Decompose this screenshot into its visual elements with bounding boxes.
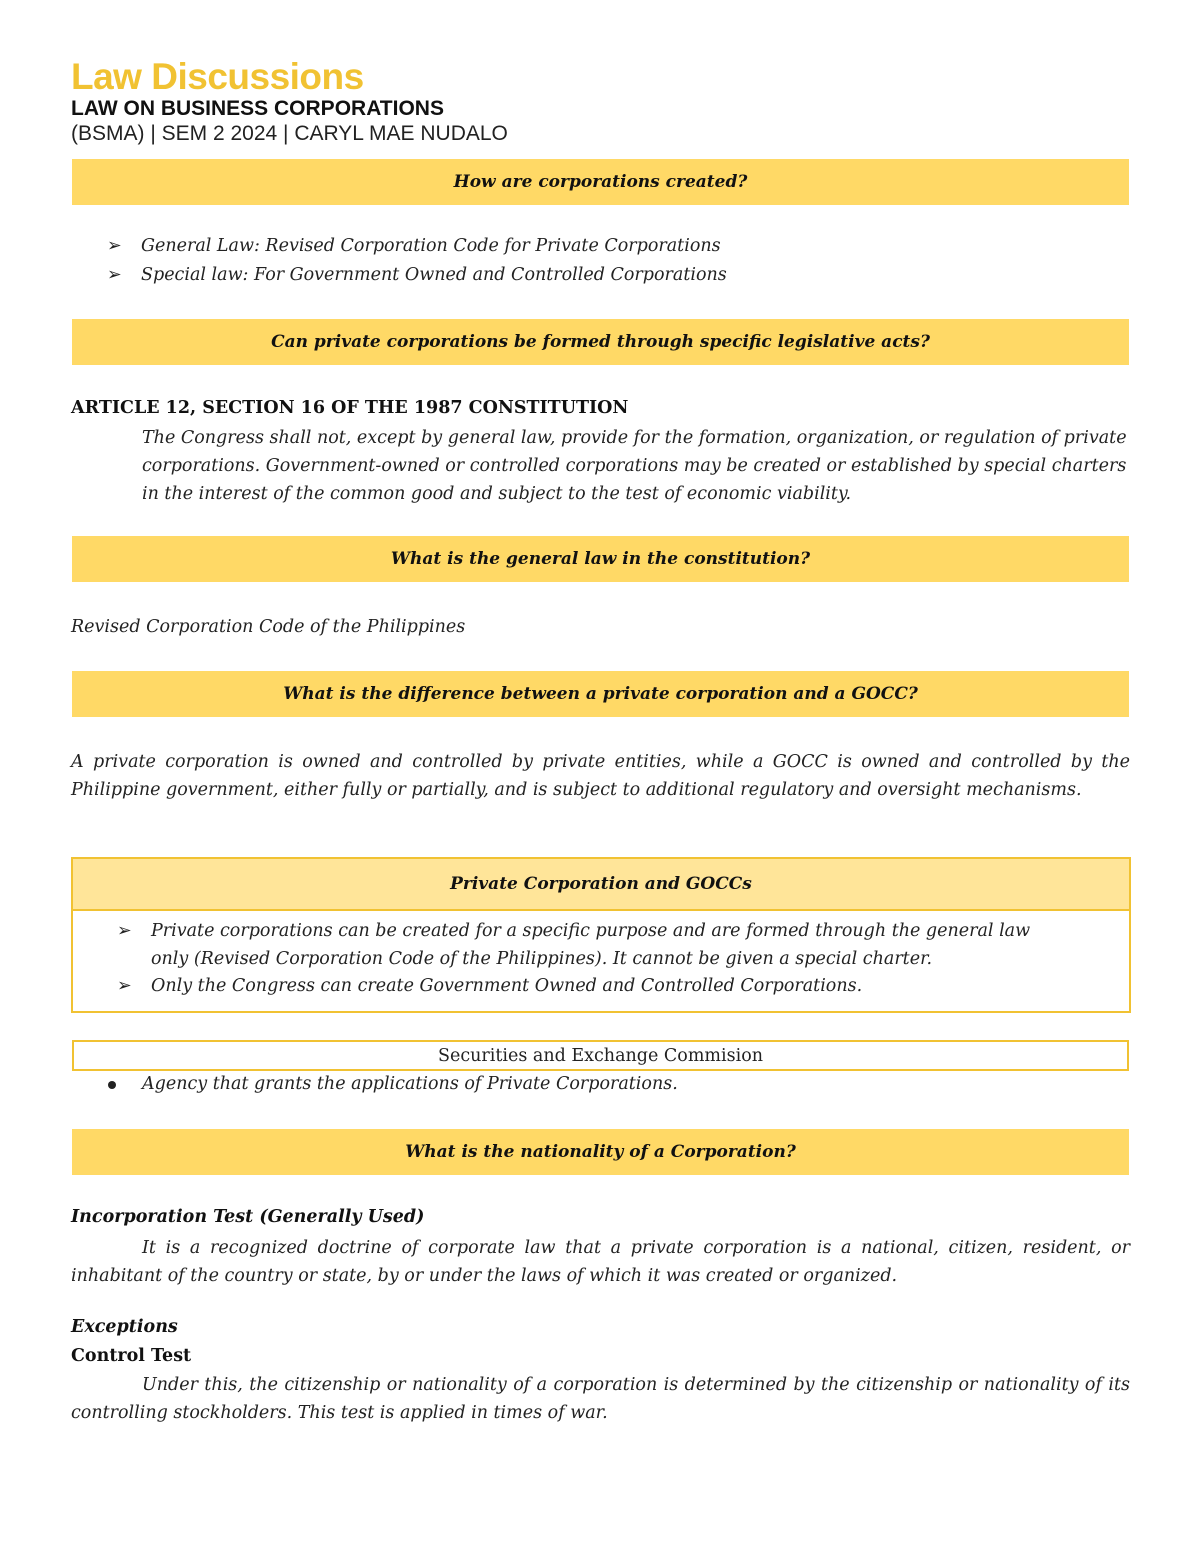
- incorporation-test-heading: Incorporation Test (Generally Used): [71, 1207, 425, 1227]
- box-title: Private Corporation and GOCCs: [73, 859, 1129, 911]
- course-subtitle: LAW ON BUSINESS CORPORATIONS: [71, 97, 444, 120]
- question-bar-nationality: [72, 1129, 1129, 1175]
- sec-label-box: Securities and Exchange Commision: [72, 1040, 1129, 1071]
- list-item-continuation: only (Revised Corporation Code of the Philippines). It cannot be given a special charter.: [151, 949, 933, 969]
- question-text: How are corporations created?: [453, 172, 748, 192]
- list-item: ➢ Only the Congress can create Government Owned and Controlled Corporations.: [117, 976, 863, 996]
- bullet-dot-icon: [108, 1081, 116, 1089]
- list-item: Agency that grants the applications of Private Corporations.: [108, 1074, 678, 1094]
- question-text: Can private corporations be formed through specific legislative acts?: [271, 332, 930, 352]
- arrow-bullet-icon: ➢: [117, 976, 132, 996]
- question-text: What is the nationality of a Corporation?: [405, 1142, 796, 1162]
- question-bar-general-law: [72, 536, 1129, 582]
- difference-answer: A private corporation is owned and controlled by private entities, while a GOCC is owned and controlled by the Philippine government, either fully or partially, and is subject to additional regulatory and oversight mechanisms.: [71, 752, 1130, 800]
- article-heading: ARTICLE 12, SECTION 16 OF THE 1987 CONSTITUTION: [71, 398, 629, 418]
- question-bar-legislative: [72, 319, 1129, 365]
- list-item: ➢ Special law: For Government Owned and Controlled Corporations: [107, 265, 727, 285]
- arrow-bullet-icon: ➢: [107, 236, 122, 256]
- list-item: ➢ General Law: Revised Corporation Code for Private Corporations: [107, 236, 721, 256]
- question-text: What is the general law in the constitution?: [390, 549, 811, 569]
- course-meta: (BSMA) | SEM 2 2024 | CARYL MAE NUDALO: [71, 122, 508, 145]
- incorporation-test-body: It is a recognized doctrine of corporate law that a private corporation is a national, citizen, resident, or inhabitant of the country or state, by or under the laws of which it was created or organized.: [71, 1238, 1130, 1286]
- control-test-heading: Control Test: [71, 1346, 192, 1366]
- document-title: Law Discussions: [71, 56, 364, 97]
- list-item: ➢ Private corporations can be created for a specific purpose and are formed through the general law: [117, 921, 1031, 941]
- question-bar-creation: [72, 159, 1129, 205]
- arrow-bullet-icon: ➢: [107, 265, 122, 285]
- arrow-bullet-icon: ➢: [117, 921, 132, 941]
- question-text: What is the difference between a private corporation and a GOCC?: [283, 684, 918, 704]
- control-test-body: Under this, the citizenship or nationality of a corporation is determined by the citizenship or nationality of its controlling stockholders. This test is applied in times of war.: [71, 1375, 1130, 1423]
- general-law-answer: Revised Corporation Code of the Philippines: [71, 617, 466, 637]
- exceptions-heading: Exceptions: [71, 1317, 178, 1337]
- constitution-quote: The Congress shall not, except by general law, provide for the formation, organization, or regulation of private corporations. Government-owned or controlled corporations may be created or established by special charters in the interest of the common good and subject to the test of economic viability.: [142, 428, 1127, 504]
- question-bar-difference: [72, 671, 1129, 717]
